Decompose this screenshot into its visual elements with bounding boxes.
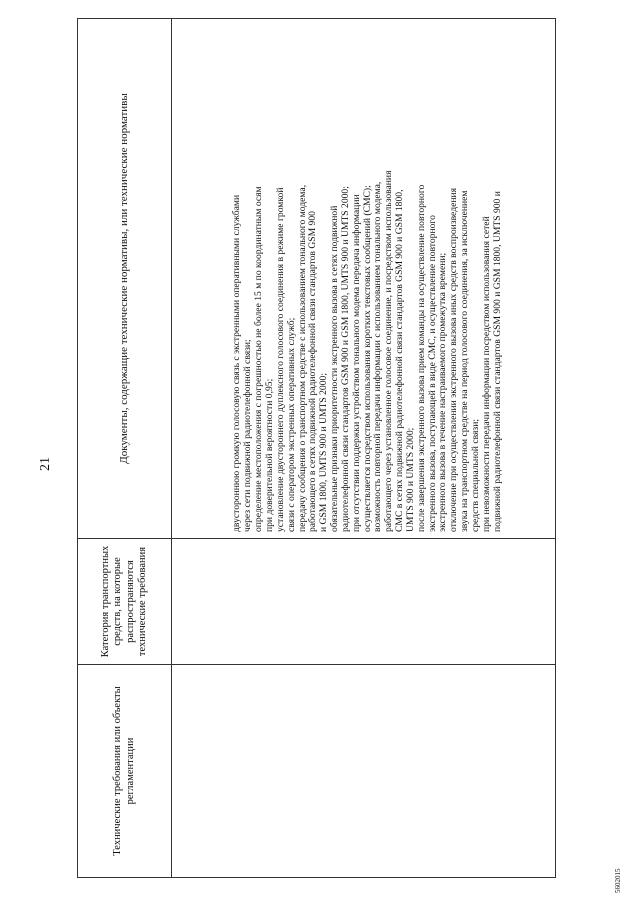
text-line: звука на транспортном средстве на период голосового соединения, за исключением [459, 190, 471, 532]
text-line: UMTS 900 и UMTS 2000; [404, 427, 416, 532]
cell-requirements [172, 665, 556, 878]
text-line: передачу сообщения о транспортном средстве с использованием тонального модема, [296, 184, 308, 532]
text-line: средств специальной связи; [470, 419, 482, 532]
text-line: работающего в сетях подвижной радиотелефонной связи стандартов GSM 900 [307, 211, 319, 532]
text-line: экстренного вызова, поступающей в виде СМС, и осуществление повторного [426, 215, 438, 532]
cell-documents [172, 19, 556, 539]
text-line: СМС в сетях подвижной радиотелефонной связи стандартов GSM 900 и GSM 1800, [394, 189, 406, 532]
text-line: осуществляется посредством использования коротких текстовых сообщений (СМС); [361, 185, 373, 532]
header-vehicle-category: Категория транспортных средств, на которые распространяются технические требования [78, 539, 172, 665]
text-line: радиотелефонной связи стандартов GSM 900 и GSM 1800, UMTS 900 и UMTS 2000; [339, 186, 351, 532]
table-header-row [78, 19, 172, 878]
page-number: 21 [38, 457, 53, 471]
regulation-table [77, 18, 556, 878]
text-line: при отсутствии поддержки устройством тонального модема передача информации [350, 194, 362, 532]
text-line: после завершения экстренного вызова прием команды на осуществление повторного [415, 184, 427, 532]
header-requirements: Технические требования или объекты регламентации [78, 665, 172, 878]
text-line: через сети подвижной радиотелефонной связи; [242, 339, 254, 532]
text-line: двустороннюю громкую голосовую связь с экстренными оперативными службами [231, 194, 243, 532]
text-line: при невозможности передачи информации посредством использования сетей [480, 216, 492, 532]
text-line: определение местоположения с погрешностью не более 15 м по координатным осям [253, 186, 265, 532]
header-documents: Документы, содержащие технические нормативы, или технические нормативы [78, 19, 172, 539]
text-line: отключение при осуществлении экстренного вызова иных средств воспроизведения [448, 187, 460, 532]
text-line: при доверительной вероятности 0,95; [263, 378, 275, 532]
text-line: установление двустороннего дуплексного голосового соединения в режиме громкой [274, 187, 286, 532]
text-line: возможность повторной передачи информации с использованием тонального модема, [372, 181, 384, 532]
documents-text [223, 19, 503, 538]
text-line: работающего через установленное голосовое соединение, и посредством использования [383, 170, 395, 532]
footer-code: 5602015 [614, 868, 622, 893]
text-line: подвижной радиотелефонной связи стандартов GSM 900 и GSM 1800, UMTS 900 и [491, 191, 503, 532]
text-line: и GSM 1800, UMTS 900 и UMTS 2000; [318, 373, 330, 532]
table-body-row [172, 19, 556, 878]
text-line: экстренного вызова в течение настраиваемого промежутка времени; [437, 252, 449, 532]
text-line: обязательные признаки приоритетности экстренного вызова в сетях подвижной [329, 205, 341, 532]
text-line: связи с оператором экстренных оперативных служб; [285, 317, 297, 532]
cell-vehicle-category [172, 539, 556, 665]
